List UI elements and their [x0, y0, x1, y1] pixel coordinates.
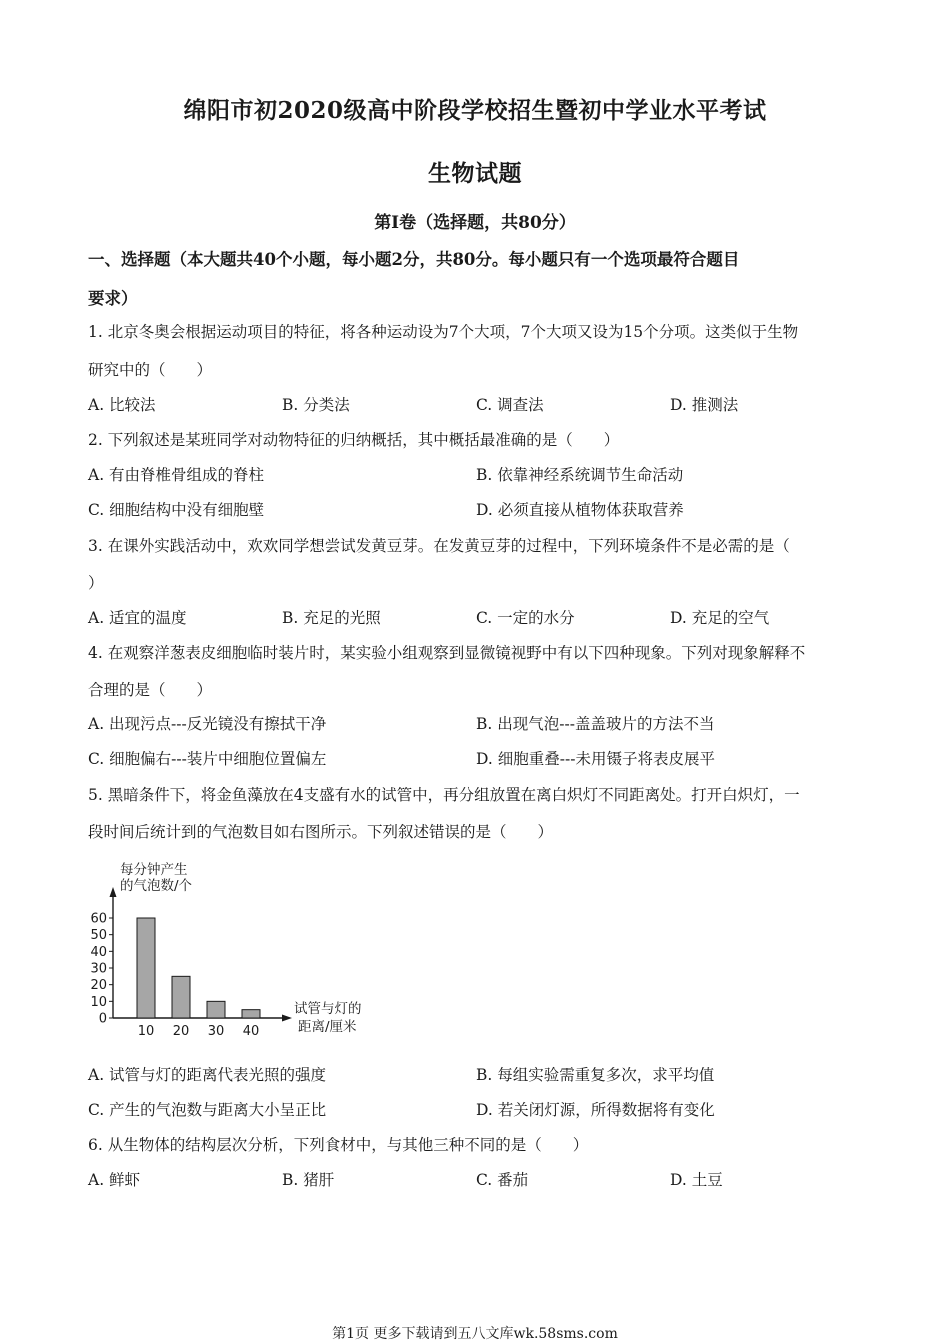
q4-option-d: D. 细胞重叠---未用镊子将表皮展平: [476, 750, 715, 768]
chart-bar: [242, 1010, 260, 1018]
q4-option-a: A. 出现污点---反光镜没有擦拭干净: [88, 715, 327, 733]
q3-option-d: D. 充足的空气: [670, 609, 770, 627]
q3-option-c: C. 一定的水分: [476, 609, 575, 627]
q1-option-a: A. 比较法: [88, 396, 156, 414]
q5-option-a: A. 试管与灯的距离代表光照的强度: [88, 1066, 327, 1084]
chart-xtick-label: 20: [172, 1024, 190, 1039]
q4-option-b: B. 出现气泡---盖盖玻片的方法不当: [476, 715, 715, 733]
section-heading-line1: 一、选择题（本大题共40个小题，每小题2分，共80分。每小题只有一个选项最符合题目: [88, 250, 740, 269]
q1-stem-line2: 研究中的（ ）: [88, 361, 213, 379]
q1-stem-line1: 1. 北京冬奥会根据运动项目的特征，将各种运动设为7个大项，7个大项又设为15个分项。这类似于生物: [88, 323, 799, 341]
q2-option-a: A. 有由脊椎骨组成的脊柱: [88, 466, 265, 484]
chart-ytick-label: 20: [90, 978, 107, 994]
q5-option-d: D. 若关闭灯源，所得数据将有变化: [476, 1101, 715, 1119]
volume-heading: 第I卷（选择题，共80分）: [374, 213, 576, 233]
chart-bar: [172, 976, 190, 1018]
q3-stem-line2: ）: [88, 574, 104, 592]
chart-xlabel-line2: 距离/厘米: [298, 1019, 357, 1035]
chart-ytick-label: 0: [98, 1011, 107, 1027]
q3-stem-line1: 3. 在课外实践活动中，欢欢同学想尝试发黄豆芽。在发黄豆芽的过程中，下列环境条件不是必需的是（: [88, 537, 790, 555]
chart-bar: [207, 1001, 225, 1018]
q6-option-c: C. 番茄: [476, 1171, 529, 1189]
chart-ylabel-line2: 的气泡数/个: [120, 878, 193, 894]
page-footer: 第1页 更多下载请到五八文库wk.58sms.com: [332, 1326, 618, 1342]
q2-option-d: D. 必须直接从植物体获取营养: [476, 501, 684, 519]
q4-stem-line1: 4. 在观察洋葱表皮细胞临时装片时，某实验小组观察到显微镜视野中有以下四种现象。下列对现象解释不: [88, 644, 806, 662]
chart-ylabel-line1: 每分钟产生: [120, 862, 188, 878]
q4-stem-line2: 合理的是（ ）: [88, 681, 213, 699]
q5-stem-line1: 5. 黑暗条件下，将金鱼藻放在4支盛有水的试管中，再分组放置在离白炽灯不同距离处。打开白炽灯，一: [88, 786, 800, 804]
chart-xtick-label: 30: [207, 1024, 225, 1039]
q6-stem-line1: 6. 从生物体的结构层次分析，下列食材中，与其他三种不同的是（ ）: [88, 1136, 589, 1154]
q2-stem-line1: 2. 下列叙述是某班同学对动物特征的归纳概括，其中概括最准确的是（ ）: [88, 431, 620, 449]
q1-option-b: B. 分类法: [282, 396, 350, 414]
q3-option-a: A. 适宜的温度: [88, 609, 187, 627]
q5-option-c: C. 产生的气泡数与距离大小呈正比: [88, 1101, 327, 1119]
q2-option-b: B. 依靠神经系统调节生命活动: [476, 466, 684, 484]
chart-xtick-label: 40: [242, 1024, 260, 1039]
chart-ytick-label: 40: [90, 944, 107, 960]
q5-option-b: B. 每组实验需重复多次，求平均值: [476, 1066, 715, 1084]
subject-title: 生物试题: [428, 160, 522, 187]
q3-option-b: B. 充足的光照: [282, 609, 381, 627]
chart-ytick-label: 50: [90, 928, 107, 944]
exam-title: 绵阳市初2020级高中阶段学校招生暨初中学业水平考试: [183, 97, 767, 124]
q4-option-c: C. 细胞偏右---装片中细胞位置偏左: [88, 750, 327, 768]
q6-option-a: A. 鲜虾: [88, 1171, 141, 1189]
chart-xlabel-line1: 试管与灯的: [294, 1001, 362, 1017]
q2-option-c: C. 细胞结构中没有细胞壁: [88, 501, 265, 519]
section-heading-line2: 要求）: [88, 289, 138, 308]
chart-x-arrow: [282, 1015, 292, 1022]
q6-option-d: D. 土豆: [670, 1171, 723, 1189]
q5-stem-line2: 段时间后统计到的气泡数目如右图所示。下列叙述错误的是（ ）: [88, 823, 554, 841]
q1-option-c: C. 调查法: [476, 396, 544, 414]
q6-option-b: B. 猪肝: [282, 1171, 335, 1189]
chart-y-arrow: [110, 887, 117, 897]
bubble-bar-chart: [88, 855, 388, 1045]
chart-ytick-label: 60: [90, 911, 107, 927]
chart-ytick-label: 10: [90, 994, 107, 1010]
chart-ytick-label: 30: [90, 961, 107, 977]
chart-bar: [137, 918, 155, 1018]
q1-option-d: D. 推测法: [670, 396, 739, 414]
chart-xtick-label: 10: [137, 1024, 155, 1039]
